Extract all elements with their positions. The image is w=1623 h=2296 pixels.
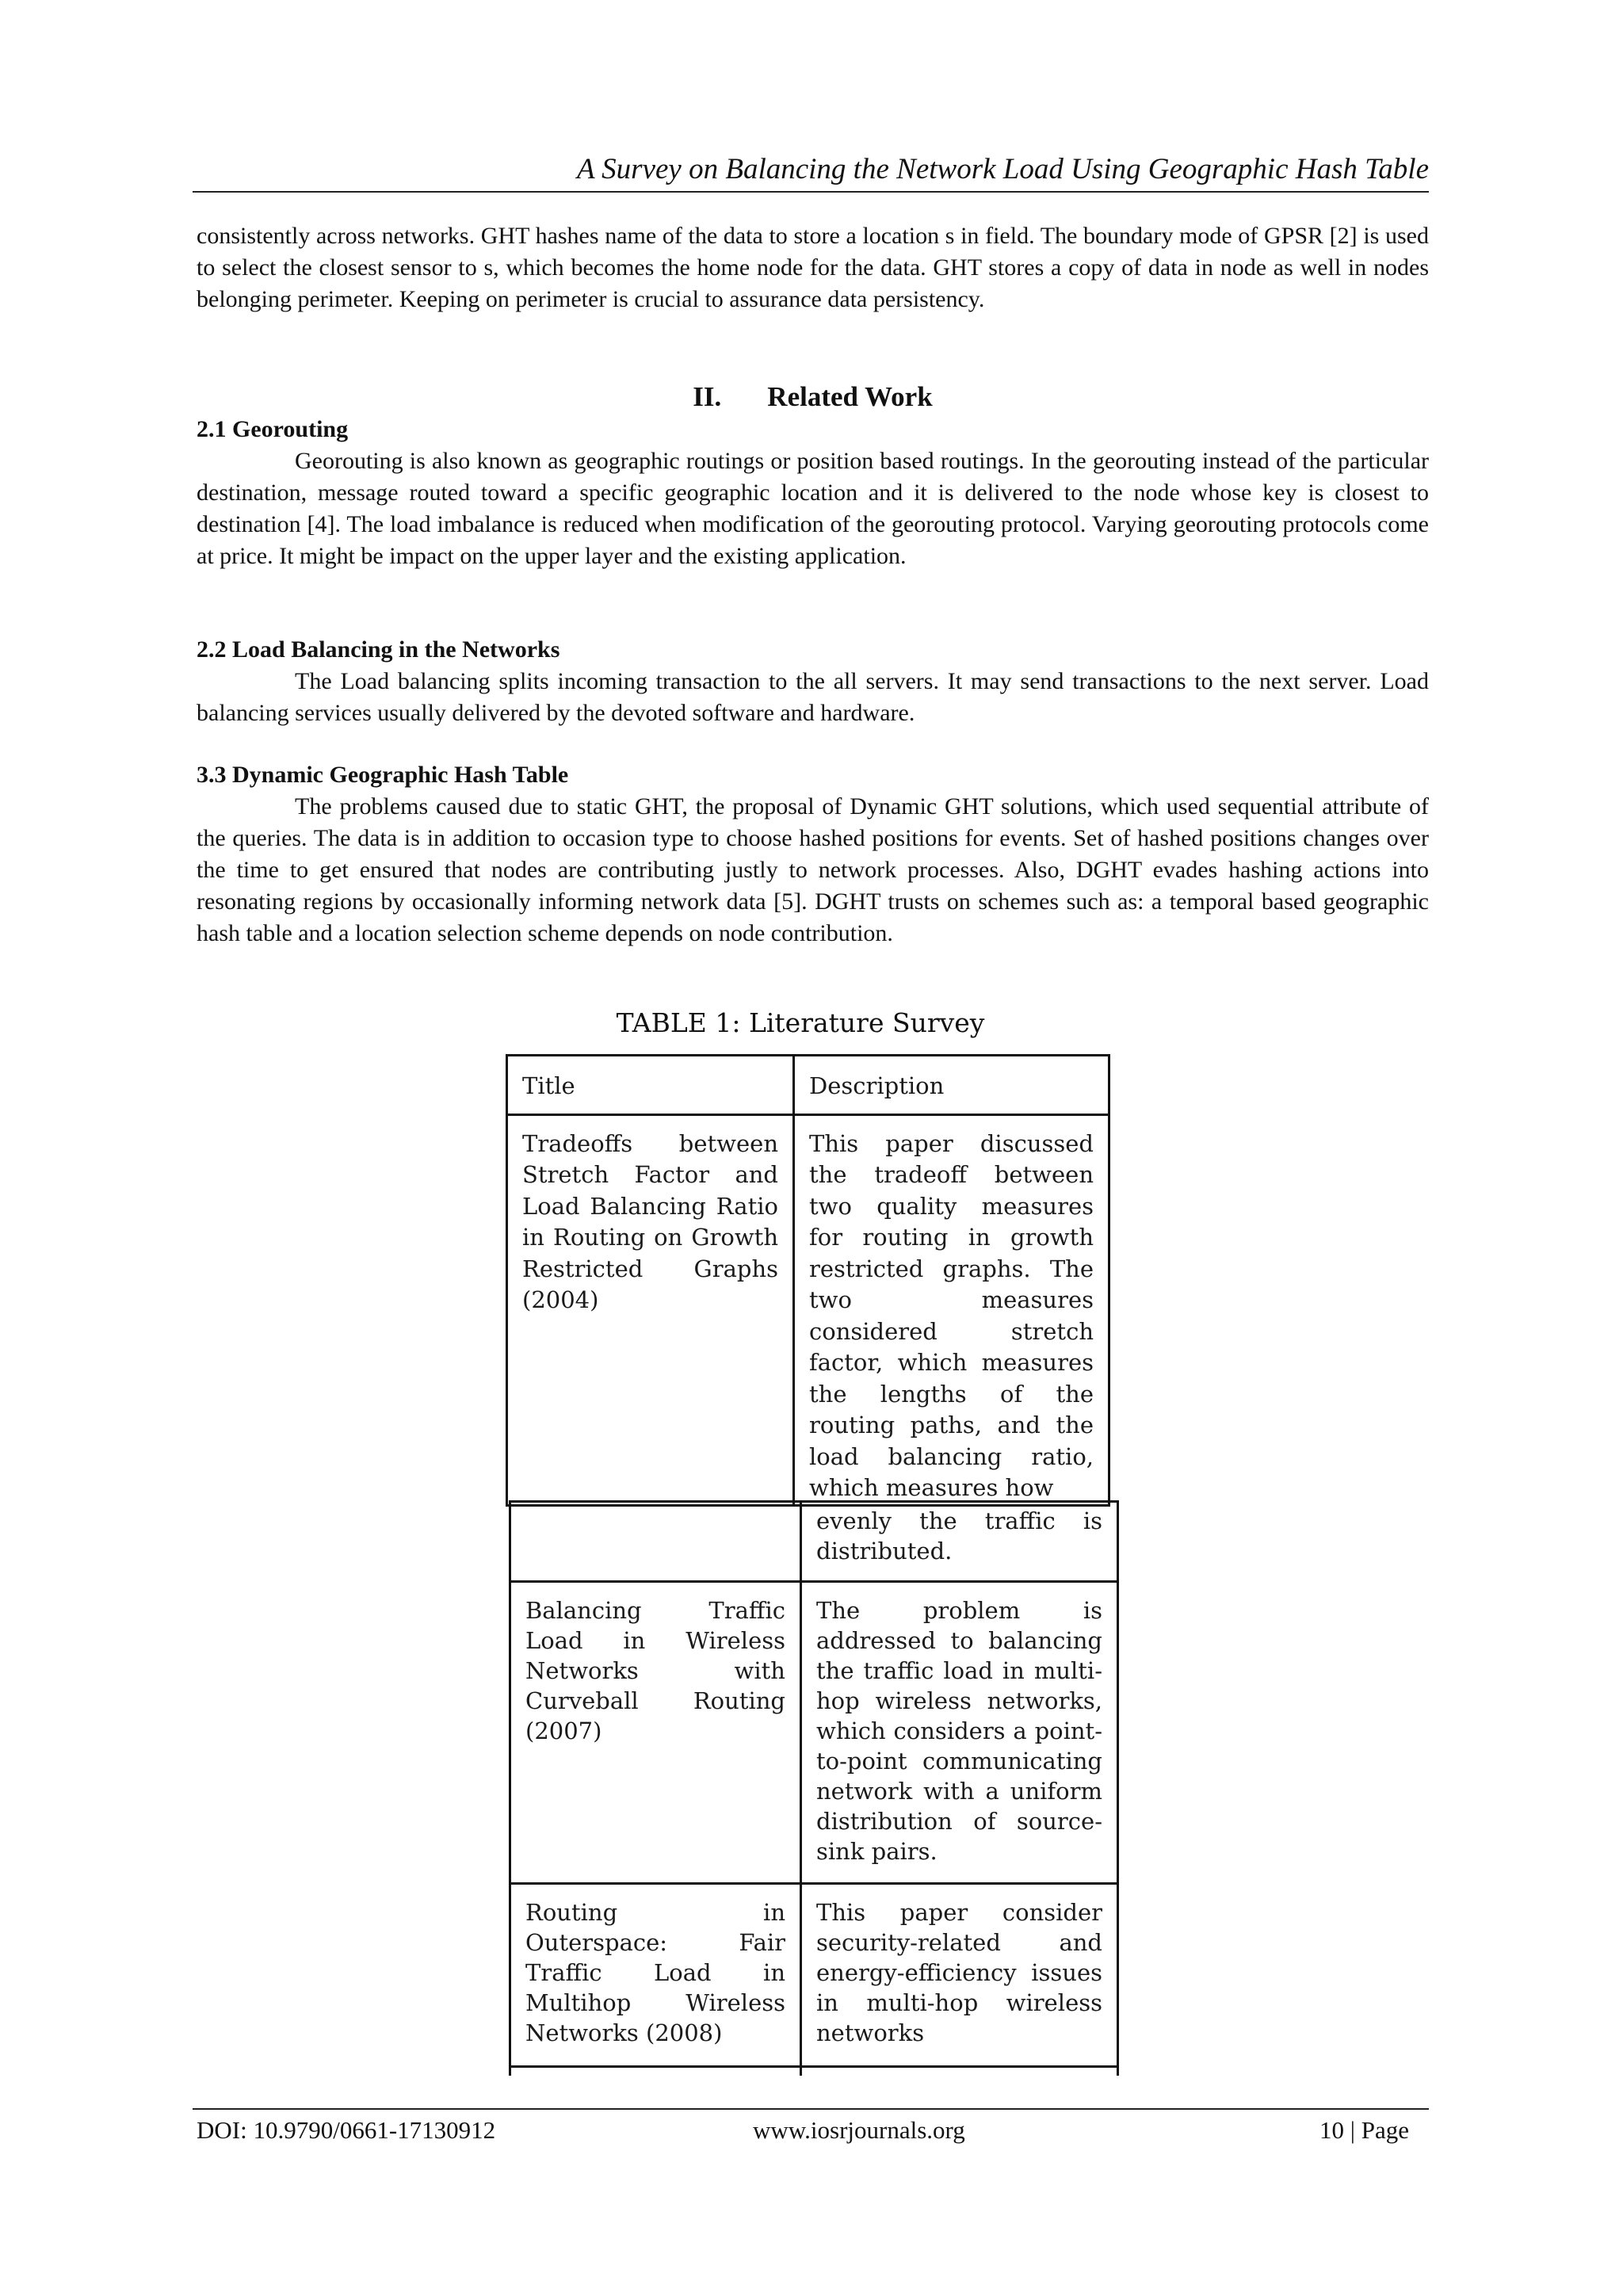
table-row [510, 1884, 1118, 2067]
table-cell-empty [801, 2067, 1118, 2076]
subsection-body-dght [197, 791, 1429, 949]
table-cell-description: The problem is addressed to balancing the traffic load in multi-hop wireless networks, which considers a point-to-point communicating network with a uniform distribution of source-sink pairs. [801, 1582, 1118, 1884]
section-title: Related Work [767, 381, 933, 412]
table-cell-title: Balancing Traffic Load in Wireless Networks with Curveball Routing (2007) [510, 1582, 801, 1884]
paragraph-dght: The problems caused due to static GHT, the proposal of Dynamic GHT solutions, which used sequential attribute of the queries. The data is in addition to occasion type to choose hashed positions for events. Set of hashed positions changes over the time to get ensured that nodes are contributing justly to network processes. Also, DGHT evades hashing actions into resonating regions by occasionally informing network data [5]. DGHT trusts on schemes such as: a temporal based geographic hash table and a location selection scheme depends on node contribution. [197, 793, 1429, 946]
table-cell-description: This paper consider security-related and energy-efficiency issues in multi-hop wireless networks [801, 1884, 1118, 2067]
section-number: II. [693, 381, 722, 412]
subsection-body-load-balancing [197, 666, 1429, 729]
table-cell-title: Tradeoffs between Stretch Factor and Load Balancing Ratio in Routing on Growth Restricted Graphs (2004) [507, 1114, 794, 1505]
table-header-description: Description [794, 1056, 1109, 1115]
footer-doi: DOI: 10.9790/0661-17130912 [197, 2116, 496, 2144]
paragraph-load-balancing: The Load balancing splits incoming transaction to the all servers. It may send transactions to the next server. Load balancing services usually delivered by the devoted software and hardware. [197, 668, 1429, 726]
table-header-row [507, 1056, 1109, 1115]
table-cell-description-continued: evenly the traffic is distributed. [801, 1502, 1118, 1582]
table-row [507, 1114, 1109, 1505]
section-heading [197, 379, 1429, 415]
table-caption: TABLE 1: Literature Survey [616, 1007, 985, 1038]
table-row-open-end [510, 2067, 1118, 2076]
literature-survey-table-part1 [506, 1054, 1110, 1507]
table-cell-title: Routing in Outerspace: Fair Traffic Load in Multihop Wireless Networks (2008) [510, 1884, 801, 2067]
intro-paragraph-text: consistently across networks. GHT hashes name of the data to store a location s in field. The boundary mode of GPSR [2] is used to select the closest sensor to s, which becomes the home node for the data. GHT stores a copy of data in node as well in nodes belonging perimeter. Keeping on perimeter is crucial to assurance data persistency. [197, 223, 1429, 312]
intro-paragraph [197, 220, 1429, 315]
subsection-heading-georouting: 2.1 Georouting [197, 416, 349, 442]
subsection-heading-dght: 3.3 Dynamic Geographic Hash Table [197, 762, 569, 788]
footer-rule [193, 2108, 1429, 2110]
footer-website: www.iosrjournals.org [753, 2116, 965, 2144]
header-rule [193, 191, 1429, 193]
footer-page-number: 10 | Page [1319, 2116, 1409, 2144]
table-row [510, 1582, 1118, 1884]
table-row-continued [510, 1502, 1118, 1582]
subsection-heading-load-balancing: 2.2 Load Balancing in the Networks [197, 636, 560, 663]
table-cell-empty [510, 2067, 801, 2076]
running-header: A Survey on Balancing the Network Load Using Geographic Hash Table [577, 153, 1429, 185]
paragraph-georouting: Georouting is also known as geographic routings or position based routings. In the georouting instead of the particular destination, message routed toward a specific geographic location and it is delivered to the node whose key is closest to destination [4]. The load imbalance is reduced when modification of the georouting protocol. Varying georouting protocols come at price. It might be impact on the upper layer and the existing application. [197, 448, 1429, 569]
literature-survey-table-part2 [509, 1500, 1119, 2076]
subsection-body-georouting [197, 445, 1429, 572]
table-cell-title-empty [510, 1502, 801, 1582]
table-header-title: Title [507, 1056, 794, 1115]
table-cell-description: This paper discussed the tradeoff between two quality measures for routing in growth restricted graphs. The two measures considered stretch factor, which measures the lengths of the routing paths, and the load balancing ratio, which measures how [794, 1114, 1109, 1505]
